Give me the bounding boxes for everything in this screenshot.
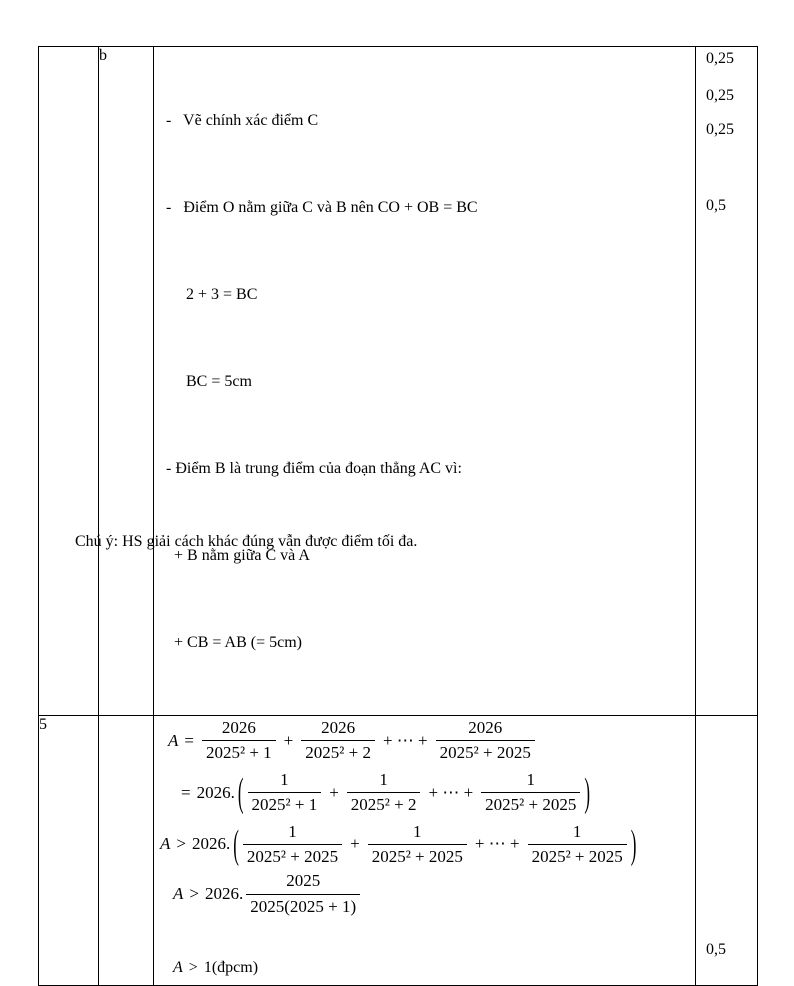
formula-line-4 — [173, 871, 695, 917]
answer-key-table — [38, 46, 758, 986]
math-variable: A — [173, 959, 183, 977]
open-paren: ( — [233, 822, 239, 867]
ellipsis-operator: + ⋯ + — [474, 834, 520, 854]
score-value: 0,25 — [706, 50, 734, 67]
fraction-numerator: 2026 — [202, 718, 276, 741]
part-label: b — [99, 47, 107, 64]
fraction — [243, 822, 342, 868]
fraction-numerator: 1 — [368, 822, 467, 845]
math-variable: A — [168, 730, 179, 750]
fraction-denominator: 2025² + 2025 — [531, 846, 623, 866]
part-label-cell-empty — [99, 716, 154, 986]
fraction-denominator: 2025² + 2025 — [371, 846, 463, 866]
table-row-part-b — [39, 47, 758, 716]
ellipsis-operator: + ⋯ + — [428, 782, 474, 802]
fraction-numerator: 1 — [248, 770, 322, 793]
fraction-numerator: 2026 — [436, 718, 535, 741]
footer-note: Chú ý: HS giải cách khác đúng vẫn được điểm tối đa. — [75, 533, 418, 550]
fraction — [368, 822, 467, 868]
fraction-numerator: 1 — [481, 770, 580, 793]
table-row-question-5 — [39, 716, 758, 986]
fraction-numerator: 2026 — [301, 718, 375, 741]
conclusion-text: 1(đpcm) — [203, 959, 259, 977]
equals-sign: = — [181, 782, 191, 802]
plus-operator: + — [283, 730, 294, 750]
fraction — [436, 718, 535, 764]
open-paren: ( — [237, 770, 244, 815]
math-variable: A — [173, 884, 184, 904]
score-cell-b — [696, 47, 758, 716]
fraction — [246, 871, 360, 917]
equals-sign: = — [184, 730, 194, 750]
formula-line-3 — [160, 822, 695, 868]
solution-line: - Điểm O nằm giữa C và B nên CO + OB = BC — [166, 199, 478, 216]
fraction-denominator: 2025² + 1 — [251, 795, 318, 815]
solution-cell-b — [154, 47, 696, 716]
solution-line: - Vẽ chính xác điểm C — [166, 112, 319, 129]
math-variable: A — [160, 834, 171, 854]
greater-than-sign: > — [189, 884, 199, 904]
fraction — [528, 822, 627, 868]
score-value: 0,5 — [706, 941, 726, 958]
fraction-denominator: 2025² + 2025 — [439, 743, 531, 763]
score-value: 0,5 — [706, 197, 726, 214]
fraction-numerator: 2025 — [246, 871, 360, 894]
score-value: 0,25 — [706, 121, 734, 138]
solution-line: 2 + 3 = BC — [166, 286, 258, 303]
greater-than-sign: > — [176, 834, 186, 854]
part-label-cell — [99, 47, 154, 716]
close-paren: ) — [630, 822, 637, 867]
greater-than-sign: > — [188, 959, 198, 977]
question-number-cell — [39, 716, 99, 986]
fraction-denominator: 2025(2025 + 1) — [250, 896, 357, 916]
question-number: 5 — [39, 716, 47, 733]
score-value: 0,25 — [706, 87, 734, 104]
coefficient: 2026. — [191, 834, 231, 854]
fraction-numerator: 1 — [347, 770, 421, 793]
solution-line: + B nằm giữa C và A — [166, 547, 310, 564]
fraction — [202, 718, 276, 764]
fraction — [301, 718, 375, 764]
question-number-cell-empty — [39, 47, 99, 716]
solution-line: BC = 5cm — [166, 373, 252, 390]
solution-lines — [154, 47, 695, 715]
fraction — [481, 770, 580, 816]
fraction-denominator: 2025² + 2 — [350, 795, 417, 815]
fraction-numerator: 1 — [528, 822, 627, 845]
formula-line-2 — [181, 770, 695, 816]
close-paren: ) — [584, 770, 591, 815]
plus-operator: + — [350, 834, 360, 854]
fraction-denominator: 2025² + 2025 — [246, 846, 339, 866]
formula-line-1 — [168, 718, 695, 764]
fraction — [248, 770, 322, 816]
fraction-denominator: 2025² + 2025 — [485, 795, 577, 815]
fraction-denominator: 2025² + 1 — [205, 743, 272, 763]
fraction-denominator: 2025² + 2 — [305, 743, 371, 763]
formula-line-5 — [173, 959, 695, 977]
fraction-numerator: 1 — [243, 822, 342, 845]
plus-operator: + — [329, 782, 339, 802]
solution-line: - Điểm B là trung điểm của đoạn thẳng AC vì: — [166, 460, 462, 477]
ellipsis-operator: + ⋯ + — [382, 730, 428, 750]
solution-cell-q5 — [154, 716, 696, 986]
coefficient: 2026. — [204, 884, 244, 904]
fraction — [347, 770, 421, 816]
solution-line: + CB = AB (= 5cm) — [166, 634, 302, 651]
coefficient: 2026. — [196, 782, 235, 802]
score-cell-q5 — [696, 716, 758, 986]
